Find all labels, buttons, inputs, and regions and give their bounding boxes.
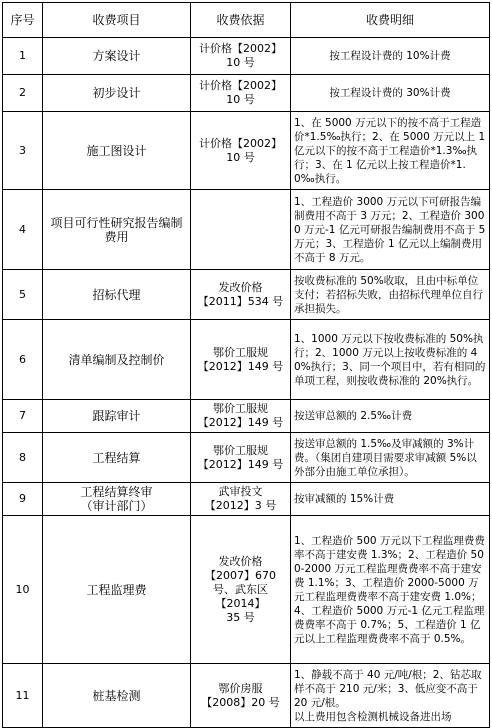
header-no: 序号 [3, 3, 43, 38]
row-basis: 鄂价工服规 【2012】149 号 [191, 400, 291, 433]
row-basis: 发改价格 【2011】534 号 [191, 270, 291, 320]
table-row [3, 270, 490, 320]
row-basis: 计价格【2002】 10 号 [191, 75, 291, 112]
row-basis: 发改价格 【2007】670 号、武东区【2014】 35 号 [191, 516, 291, 664]
row-no: 6 [3, 320, 43, 400]
row-item: 招标代理 [43, 270, 191, 320]
row-no: 7 [3, 400, 43, 433]
table-row [3, 664, 490, 728]
table-row [3, 320, 490, 400]
row-detail: 按工程设计费的 10%计费 [291, 38, 490, 75]
row-no: 8 [3, 433, 43, 483]
row-item: 施工图设计 [43, 112, 191, 190]
header-basis: 收费依据 [191, 3, 291, 38]
row-item: 方案设计 [43, 38, 191, 75]
row-basis: 计价格【2002】 10 号 [191, 112, 291, 190]
row-no: 1 [3, 38, 43, 75]
table-row [3, 400, 490, 433]
table-row [3, 190, 490, 270]
row-no: 5 [3, 270, 43, 320]
row-item: 桩基检测 [43, 664, 191, 728]
fee-table [2, 2, 490, 728]
row-no: 10 [3, 516, 43, 664]
row-basis: 鄂价工服规 【2012】149 号 [191, 433, 291, 483]
row-basis [191, 190, 291, 270]
row-item: 工程结算终审 （审计部门） [43, 483, 191, 516]
row-item: 工程监理费 [43, 516, 191, 664]
row-detail: 1、工程造价 500 万元以下工程监理费费率不高于建安费 1.3%；2、工程造价 500-2000 万元工程监理费费率不高于建安费 1.1%；3、工程造价 2000-5000 万元工程监理费费率不高于建安费 1.0%；4、工程造价 5000 万元-1 亿元工程监理费费率不高于 0.7%；5、工程造价 1 亿元以上工程监理费费率不高于 0.5%。 [291, 516, 490, 664]
table-row [3, 433, 490, 483]
table-header-row [3, 3, 490, 38]
row-item: 工程结算 [43, 433, 191, 483]
table-row [3, 75, 490, 112]
row-detail: 1、1000 万元以下按收费标准的 50%执行；2、1000 万元以上按收费标准的 40%执行；3、同一个项目中，若有相同的单项工程，则按收费标准的 20%执行。 [291, 320, 490, 400]
row-no: 9 [3, 483, 43, 516]
table-row [3, 516, 490, 664]
header-item: 收费项目 [43, 3, 191, 38]
table-row [3, 38, 490, 75]
row-basis: 鄂价房服 【2008】20 号 [191, 664, 291, 728]
table-row [3, 112, 490, 190]
row-detail: 按审减额的 15%计费 [291, 483, 490, 516]
row-item: 清单编制及控制价 [43, 320, 191, 400]
row-no: 4 [3, 190, 43, 270]
row-item: 项目可行性研究报告编制费用 [43, 190, 191, 270]
row-item: 初步设计 [43, 75, 191, 112]
row-basis: 武审投文 【2012】3 号 [191, 483, 291, 516]
row-item: 跟踪审计 [43, 400, 191, 433]
row-no: 3 [3, 112, 43, 190]
row-detail: 按送审总额的 1.5‰及审减额的 3%计费。（集团自建项目需要求审减额 5%以外部分由施工单位承担）。 [291, 433, 490, 483]
row-detail: 按送审总额的 2.5‰计费 [291, 400, 490, 433]
row-detail: 按工程设计费的 30%计费 [291, 75, 490, 112]
row-no: 2 [3, 75, 43, 112]
row-no: 11 [3, 664, 43, 728]
row-detail: 1、静载不高于 40 元/吨/根；2、钻芯取样不高于 210 元/米；3、低应变不高于 20 元/根。 以上费用包含检测机械设备进出场 [291, 664, 490, 728]
table-row [3, 483, 490, 516]
row-basis: 鄂价工服规 【2012】149 号 [191, 320, 291, 400]
row-basis: 计价格【2002】 10 号 [191, 38, 291, 75]
header-detail: 收费明细 [291, 3, 490, 38]
row-detail: 1、在 5000 万元以下的按不高于工程造价*1.5‰执行；2、在 5000 万元以上 1 亿元以下的按不高于工程造价*1.3‰执行；3、在 1 亿元以上按工程造价*1.0‰执行。 [291, 112, 490, 190]
row-detail: 按收费标准的 50%收取，且由中标单位支付；若招标失败，由招标代理单位自行承担损失。 [291, 270, 490, 320]
row-detail: 1、工程造价 3000 万元以下可研报告编制费用不高于 3 万元；2、工程造价 3000 万元-1 亿元可研报告编制费用不高于 5 万元；3、工程造价 1 亿元以上编制费用不高于 8 万元。 [291, 190, 490, 270]
